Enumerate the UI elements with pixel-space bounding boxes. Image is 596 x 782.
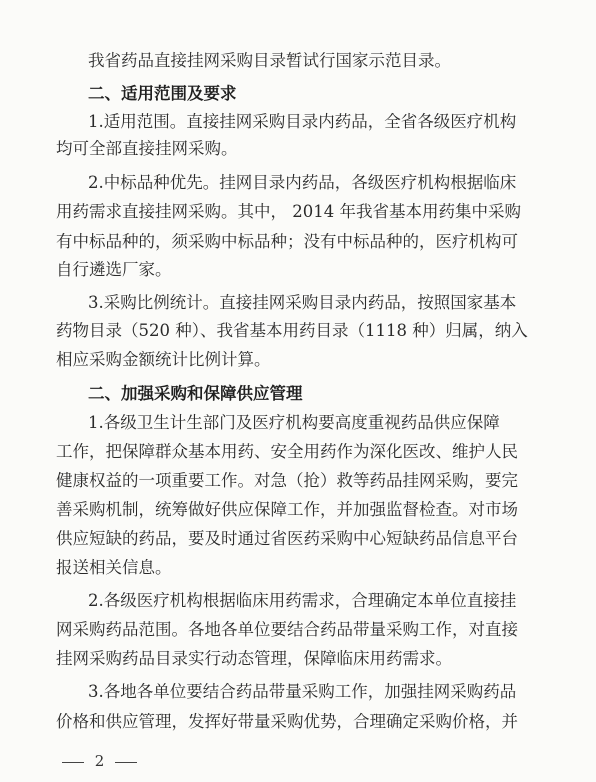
text-line-16: 善采购机制，统筹做好供应保障工作，并加强监督检查。对市场: [56, 500, 518, 519]
text-line-11: 相应采购金额统计比例计算。: [56, 350, 271, 369]
text-line-9: 3.采购比例统计。直接挂网采购目录内药品，按照国家基本: [88, 293, 517, 312]
text-line-7: 有中标品种的，须采购中标品种；没有中标品种的，医疗机构可: [56, 232, 518, 251]
text-line-19: 2.各级医疗机构根据临床用药需求，合理确定本单位直接挂: [88, 591, 517, 610]
text-line-13: 1.各级卫生计生部门及医疗机构要高度重视药品供应保障: [88, 413, 500, 432]
text-line-22: 3.各地各单位要结合药品带量采购工作，加强挂网采购药品: [88, 682, 517, 701]
text-line-21: 挂网采购药品目录实行动态管理，保障临床用药需求。: [56, 649, 452, 668]
text-line-17: 供应短缺的药品，要及时通过省医药采购中心短缺药品信息平台: [56, 529, 518, 548]
text-line-15: 健康权益的一项重要工作。对急（抢）救等药品挂网采购，要完: [56, 471, 518, 490]
section-heading-supply: 二、加强采购和保障供应管理: [88, 384, 303, 403]
page-number: 2: [94, 752, 105, 770]
footer-dash-right: [115, 762, 137, 763]
page-number-footer: [56, 752, 143, 770]
text-line-18: 报送相关信息。: [56, 558, 172, 577]
text-line-6: 用药需求直接挂网采购。其中， 2014 年我省基本用药集中采购: [56, 202, 521, 221]
footer-dash-left: [62, 762, 84, 763]
text-line-23: 价格和供应管理，发挥好带量采购优势，合理确定采购价格，并: [56, 712, 518, 731]
text-line-4: 均可全部直接挂网采购。: [56, 139, 238, 158]
text-line-20: 网采购药品范围。各地各单位要结合药品带量采购工作，对直接: [56, 620, 518, 639]
text-line-5: 2.中标品种优先。挂网目录内药品，各级医疗机构根据临床: [88, 173, 517, 192]
section-heading-scope: 二、适用范围及要求: [88, 84, 237, 103]
text-line-14: 工作，把保障群众基本用药、安全用药作为深化医改、维护人民: [56, 442, 518, 461]
text-line-8: 自行遴选厂家。: [56, 260, 172, 279]
text-line-1: 我省药品直接挂网采购目录暂试行国家示范目录。: [88, 51, 451, 70]
text-line-10: 药物目录（520 种）、我省基本用药目录（1118 种）归属，纳入: [56, 321, 528, 340]
text-line-3: 1.适用范围。直接挂网采购目录内药品，全省各级医疗机构: [88, 112, 517, 131]
